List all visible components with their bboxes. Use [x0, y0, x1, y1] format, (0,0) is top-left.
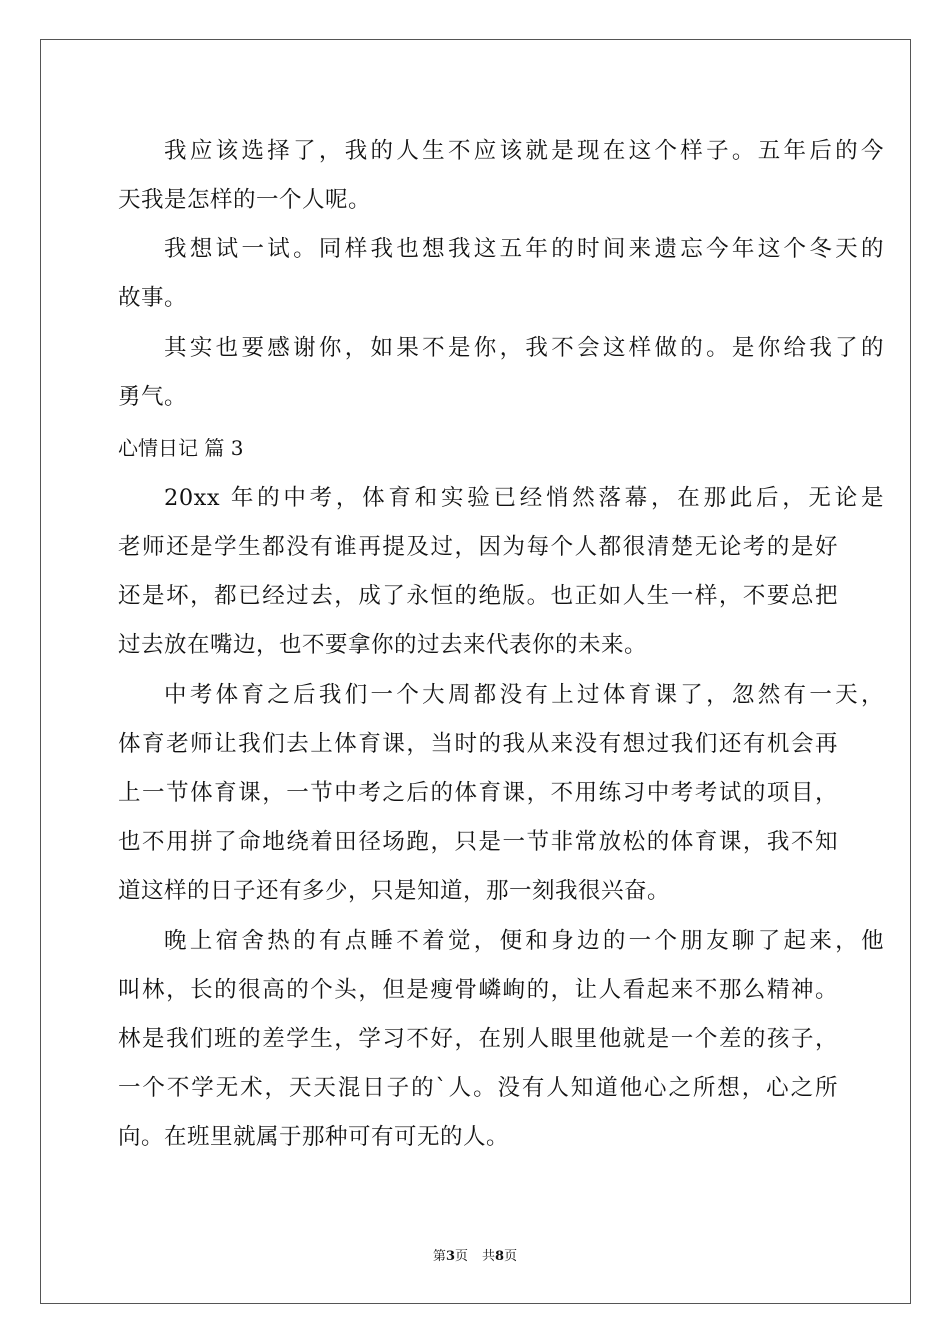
text-line: 体育老师让我们去上体育课，当时的我从来没有想过我们还有机会再: [118, 731, 838, 757]
text-line: 故事。: [118, 285, 188, 311]
text-line: 也不用拼了命地绕着田径场跑，只是一节非常放松的体育课，我不知: [118, 829, 838, 855]
footer-page-total: 8: [495, 1249, 505, 1264]
footer-page-suffix: 页: [454, 1249, 468, 1264]
footer-page-current: 3: [445, 1249, 455, 1264]
text-line: 老师还是学生都没有谁再提及过，因为每个人都很清楚无论考的是好: [118, 534, 838, 560]
text-line: 上一节体育课，一节中考之后的体育课，不用练习中考考试的项目，: [118, 780, 838, 806]
footer-page-prefix: 第: [432, 1249, 446, 1264]
text-line: 晚上宿舍热的有点睡不着觉，便和身边的一个朋友聊了起来，他: [164, 928, 884, 954]
footer-total-prefix: 共: [482, 1249, 496, 1264]
text-line: 我想试一试。同样我也想我这五年的时间来遗忘今年这个冬天的: [164, 236, 884, 262]
text-line: 林是我们班的差学生，学习不好，在别人眼里他就是一个差的孩子，: [118, 1026, 838, 1052]
text-line: 还是坏，都已经过去，成了永恒的绝版。也正如人生一样，不要总把: [118, 583, 838, 609]
text-line: 我应该选择了，我的人生不应该就是现在这个样子。五年后的今: [164, 138, 884, 164]
text-line: 其实也要感谢你，如果不是你，我不会这样做的。是你给我了的: [164, 335, 884, 361]
section-heading: 心情日记 篇 3: [118, 436, 244, 460]
text-line: 天我是怎样的一个人呢。: [118, 187, 372, 213]
text-line: 中考体育之后我们一个大周都没有上过体育课了，忽然有一天，: [164, 682, 884, 708]
text-line: 一个不学无术，天天混日子的`人。没有人知道他心之所想，心之所: [118, 1075, 838, 1101]
text-line: 过去放在嘴边，也不要拿你的过去来代表你的未来。: [118, 632, 648, 658]
text-line: 向。在班里就属于那种可有可无的人。: [118, 1124, 510, 1150]
text-line: 20xx 年的中考，体育和实验已经悄然落幕，在那此后，无论是: [164, 485, 884, 511]
text-line: 道这样的日子还有多少，只是知道，那一刻我很兴奋。: [118, 878, 671, 904]
text-line: 勇气。: [118, 384, 188, 410]
page-footer: [0, 1247, 950, 1267]
text-line: 叫林，长的很高的个头，但是瘦骨嶙峋的，让人看起来不那么精神。: [118, 977, 838, 1003]
footer-total-suffix: 页: [504, 1249, 518, 1264]
